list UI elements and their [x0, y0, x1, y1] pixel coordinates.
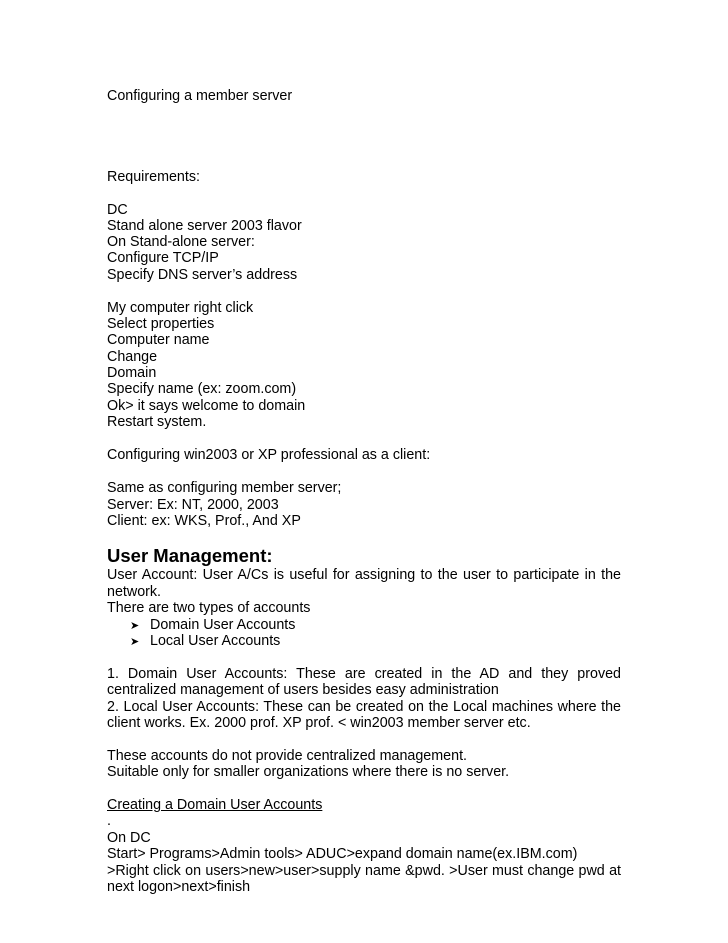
step-line: My computer right click: [107, 300, 254, 316]
domain-desc-line: 1. Domain User Accounts: These are created in the AD and they proved: [107, 666, 621, 682]
requirement-line: On Stand-alone server:: [107, 234, 255, 250]
step-line: Domain: [107, 365, 157, 381]
step-line: Specify name (ex: zoom.com): [107, 381, 297, 397]
list-item-label: Local User Accounts: [150, 633, 281, 649]
list-item: [130, 633, 280, 651]
client-note: Server: Ex: NT, 2000, 2003: [107, 497, 279, 513]
client-heading: Configuring win2003 or XP professional as a client:: [107, 447, 431, 463]
creating-step: next logon>next>finish: [107, 879, 251, 895]
section-heading: User Management:: [107, 545, 273, 566]
local-note: These accounts do not provide centralized management.: [107, 748, 468, 764]
document-title: Configuring a member server: [107, 88, 293, 104]
arrow-bullet-icon: ➤: [130, 619, 140, 632]
creating-step: >Right click on users>new>user>supply name &pwd. >User must change pwd at: [107, 863, 621, 879]
requirement-line: DC: [107, 202, 128, 218]
domain-desc-line: centralized management of users besides easy administration: [107, 682, 499, 698]
requirement-line: Specify DNS server’s address: [107, 267, 298, 283]
local-desc-line: 2. Local User Accounts: These can be created on the Local machines where the: [107, 699, 621, 715]
step-line: Computer name: [107, 332, 210, 348]
local-note: Suitable only for smaller organizations where there is no server.: [107, 764, 510, 780]
local-desc-line: client works. Ex. 2000 prof. XP prof. < win2003 member server etc.: [107, 715, 531, 731]
client-note: Client: ex: WKS, Prof., And XP: [107, 513, 301, 529]
step-line: Select properties: [107, 316, 215, 332]
step-line: Restart system.: [107, 414, 207, 430]
client-note: Same as configuring member server;: [107, 480, 342, 496]
user-account-line: User Account: User A/Cs is useful for assigning to the user to participate in the: [107, 567, 621, 583]
step-line: Ok> it says welcome to domain: [107, 398, 306, 414]
list-item-label: Domain User Accounts: [150, 617, 296, 633]
user-account-line: network.: [107, 584, 162, 600]
creating-step: Start> Programs>Admin tools> ADUC>expand domain name(ex.IBM.com): [107, 846, 578, 862]
types-intro: There are two types of accounts: [107, 600, 311, 616]
arrow-bullet-icon: ➤: [130, 635, 140, 648]
requirement-line: Stand alone server 2003 flavor: [107, 218, 302, 234]
step-line: Change: [107, 349, 158, 365]
creating-heading: Creating a Domain User Accounts: [107, 797, 323, 813]
on-dc-line: On DC: [107, 830, 151, 846]
requirements-label: Requirements:: [107, 169, 200, 185]
list-item: [130, 617, 295, 635]
requirement-line: Configure TCP/IP: [107, 250, 219, 266]
creating-dot: .: [107, 813, 111, 829]
